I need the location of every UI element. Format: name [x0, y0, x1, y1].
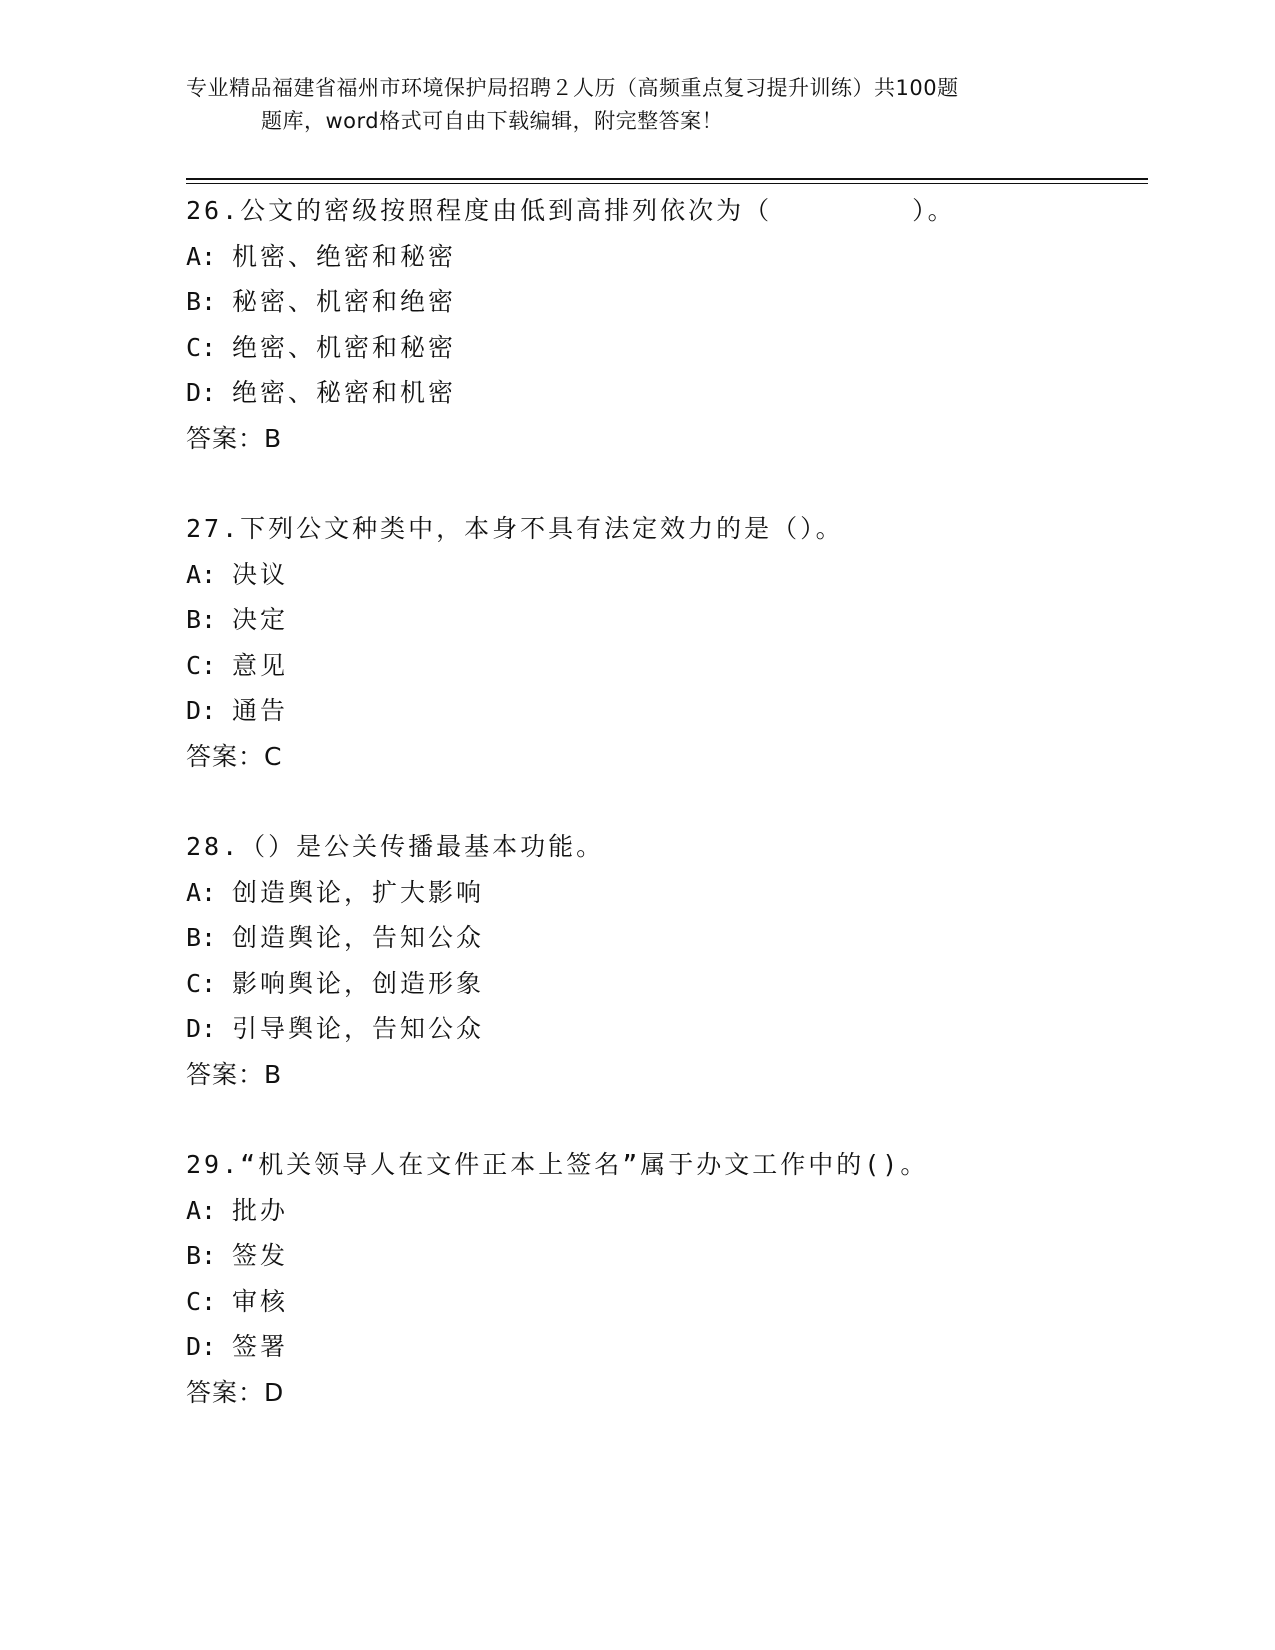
option-b — [186, 915, 1146, 961]
answer-line: 答案：B — [186, 1059, 283, 1089]
option-key: D: — [186, 1014, 217, 1043]
option-text: 签发 — [232, 1241, 289, 1270]
question-stem: 26.公文的密级按照程度由低到高排列依次为（ ）。 — [186, 196, 956, 225]
option-key: C: — [186, 650, 217, 680]
option-d — [186, 1324, 1146, 1370]
option-a — [186, 1188, 1146, 1234]
answer-line: 答案：C — [186, 741, 283, 771]
question-29 — [186, 1142, 1146, 1460]
question-stem: 29.“机关领导人在文件正本上签名”属于办文工作中的()。 — [186, 1150, 929, 1179]
option-text: 批办 — [232, 1195, 289, 1225]
document-header — [186, 72, 1086, 138]
option-a — [186, 870, 1146, 916]
option-text: 创造舆论，告知公众 — [232, 923, 485, 952]
question-stem: 28.（）是公关传播最基本功能。 — [186, 832, 605, 861]
header-rule-thick — [186, 178, 1148, 180]
option-text: 审核 — [232, 1286, 289, 1316]
option-text: 决议 — [232, 559, 289, 589]
option-key: D: — [186, 696, 217, 725]
question-26 — [186, 188, 1146, 506]
option-key: A: — [186, 559, 217, 589]
option-d — [186, 1006, 1146, 1052]
option-text: 意见 — [232, 650, 289, 680]
option-text: 绝密、秘密和机密 — [232, 378, 457, 407]
option-b — [186, 1233, 1146, 1279]
option-text: 通告 — [232, 696, 289, 725]
option-key: C: — [186, 332, 217, 362]
option-c — [186, 325, 1146, 371]
option-c — [186, 961, 1146, 1007]
option-key: C: — [186, 1286, 217, 1316]
option-text: 绝密、机密和秘密 — [232, 332, 457, 362]
answer-line: 答案：B — [186, 423, 283, 453]
option-text: 决定 — [232, 605, 289, 634]
option-text: 影响舆论，创造形象 — [232, 968, 485, 998]
option-text: 秘密、机密和绝密 — [232, 287, 457, 316]
question-stem: 27.下列公文种类中，本身不具有法定效力的是（）。 — [186, 514, 844, 543]
option-d — [186, 370, 1146, 416]
option-b — [186, 279, 1146, 325]
option-a — [186, 552, 1146, 598]
option-key: B: — [186, 923, 217, 952]
option-c — [186, 643, 1146, 689]
question-27 — [186, 506, 1146, 824]
option-key: A: — [186, 877, 217, 907]
question-list — [186, 188, 1146, 1460]
option-d — [186, 688, 1146, 734]
option-b — [186, 597, 1146, 643]
option-key: A: — [186, 241, 217, 271]
option-key: C: — [186, 968, 217, 998]
option-key: D: — [186, 1332, 217, 1361]
option-text: 引导舆论，告知公众 — [232, 1014, 485, 1043]
question-28 — [186, 824, 1146, 1142]
option-text: 创造舆论，扩大影响 — [232, 877, 485, 907]
option-key: B: — [186, 287, 217, 316]
option-key: B: — [186, 1241, 217, 1270]
option-text: 签署 — [232, 1332, 289, 1361]
option-key: A: — [186, 1195, 217, 1225]
header-title-line2: 题库，word格式可自由下载编辑，附完整答案！ — [261, 109, 724, 133]
option-c — [186, 1279, 1146, 1325]
answer-line: 答案：D — [186, 1377, 285, 1407]
option-key: D: — [186, 378, 217, 407]
header-title-line1: 专业精品福建省福州市环境保护局招聘２人历（高频重点复习提升训练）共100题 — [186, 76, 959, 100]
option-text: 机密、绝密和秘密 — [232, 241, 457, 271]
option-key: B: — [186, 605, 217, 634]
option-a — [186, 234, 1146, 280]
header-rule-thin — [186, 183, 1148, 184]
